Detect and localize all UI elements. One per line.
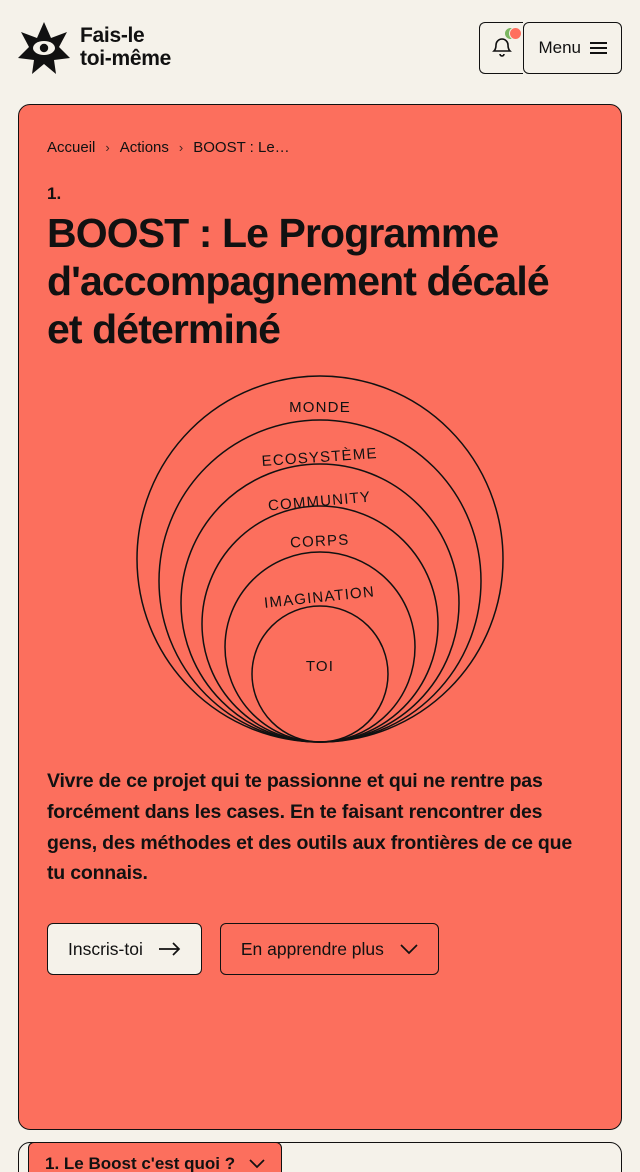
notifications-button[interactable]: [479, 22, 523, 74]
chevron-down-icon: [400, 944, 418, 955]
star-eye-logo-icon: [18, 22, 70, 74]
breadcrumb-separator: ›: [178, 140, 184, 155]
signup-button-label: Inscris-toi: [68, 938, 143, 959]
signup-button[interactable]: [47, 923, 202, 975]
breadcrumb-item-home[interactable]: Accueil: [47, 139, 96, 156]
breadcrumb-separator: ›: [105, 140, 110, 155]
ring-label-toi: TOI: [305, 657, 335, 675]
ring-label-ecosysteme: ECOSYSTÈME: [261, 444, 379, 470]
menu-label: Menu: [538, 38, 581, 57]
learn-more-button[interactable]: [220, 923, 439, 975]
header-actions: [479, 22, 622, 74]
hero-card: [18, 104, 622, 1130]
page-title: BOOST : Le Programme d'accompagnement décalé et déterminé: [47, 210, 549, 352]
brand-line-2: toi-même: [80, 47, 171, 70]
menu-button[interactable]: [523, 22, 622, 74]
concentric-circles-diagram: [110, 374, 530, 744]
ring-label-imagination: IMAGINATION: [263, 583, 376, 612]
arrow-right-icon: [159, 942, 181, 956]
page-kicker: 1.: [47, 184, 62, 203]
learn-more-button-label: En apprendre plus: [240, 938, 384, 959]
brand-logo[interactable]: [18, 22, 171, 74]
faq-item-1-label: 1. Le Boost c'est quoi ?: [45, 1154, 236, 1172]
chevron-down-icon: [249, 1154, 265, 1172]
hamburger-icon: [590, 42, 607, 54]
site-header: [0, 0, 640, 96]
ring-label-community: COMMUNITY: [267, 488, 372, 515]
brand-line-1: Fais-le: [80, 24, 145, 48]
hero-cta-group: [19, 889, 621, 975]
ring-label-monde: MONDE: [289, 398, 351, 416]
hero-description: Vivre de ce projet qui te passionne et qui ne rentre pas forcément dans les cases. En te faisant rencontrer des gens, des méthodes et des outils aux frontières de ce que tu connais.: [47, 769, 573, 885]
breadcrumb: [19, 105, 621, 156]
ring-label-corps: CORPS: [289, 531, 350, 552]
breadcrumb-item-actions[interactable]: Actions: [119, 139, 169, 156]
brand-name: [80, 25, 171, 70]
notification-dot-secondary: [509, 27, 522, 40]
faq-item-1[interactable]: [28, 1142, 282, 1172]
breadcrumb-item-current[interactable]: BOOST : Le…: [193, 139, 290, 156]
